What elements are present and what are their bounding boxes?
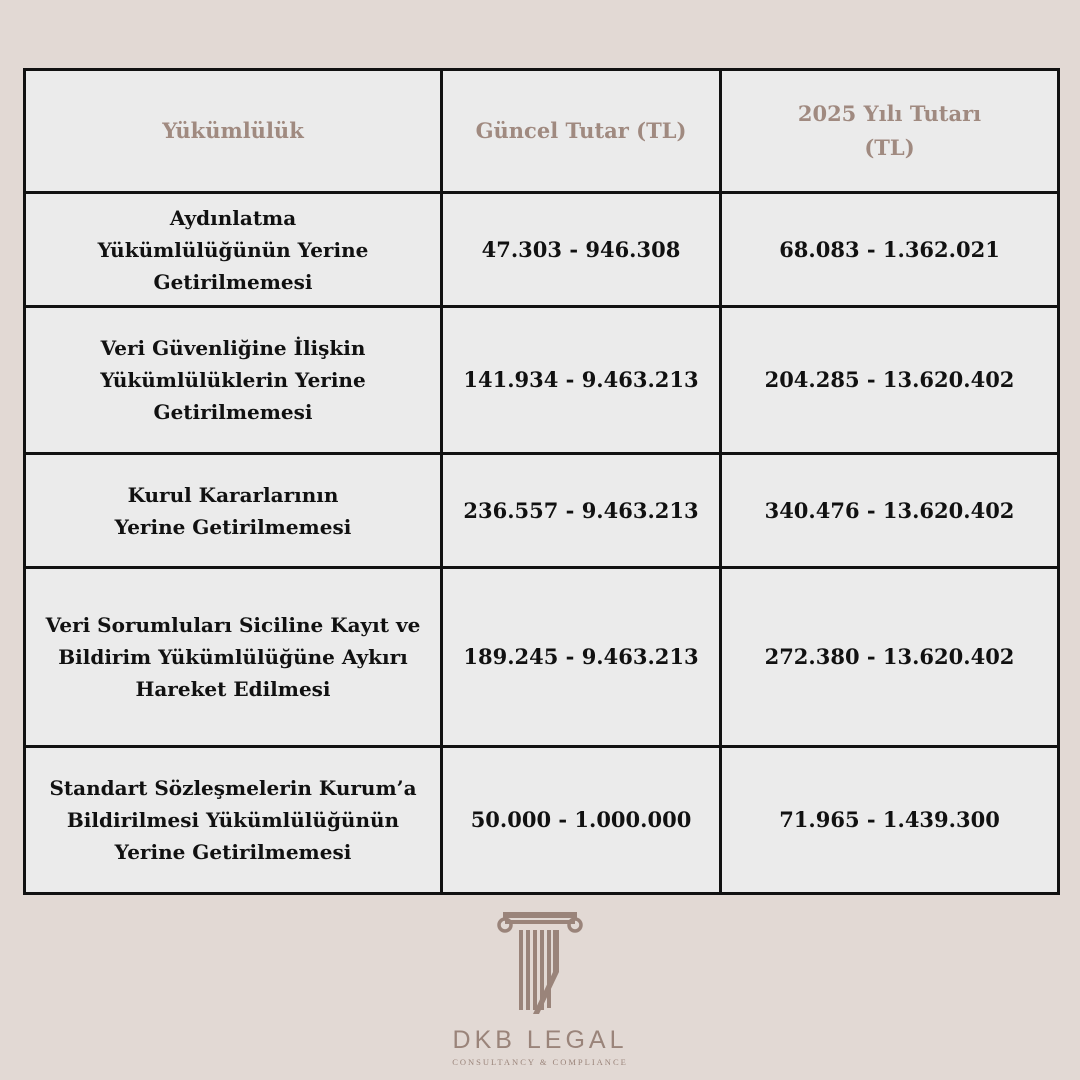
current-amount-cell: 141.934 - 9.463.213 xyxy=(442,307,721,454)
header-2025-amount: 2025 Yılı Tutarı (TL) xyxy=(721,70,1059,193)
obligation-cell: Standart Sözleşmelerin Kurum’a Bildirilmesi Yükümlülüğünün Yerine Getirilmemesi xyxy=(25,747,442,894)
current-amount-cell: 236.557 - 9.463.213 xyxy=(442,454,721,568)
current-amount-cell: 189.245 - 9.463.213 xyxy=(442,568,721,747)
table-row xyxy=(25,454,1059,568)
column-pillar-icon xyxy=(495,910,585,1020)
header-current-amount: Güncel Tutar (TL) xyxy=(442,70,721,193)
penalty-table xyxy=(23,68,1060,895)
brand-tagline: CONSULTANCY & COMPLIANCE xyxy=(452,1057,628,1067)
obligation-cell: Veri Güvenliğine İlişkin Yükümlülüklerin Yerine Getirilmemesi xyxy=(25,307,442,454)
table-header-row xyxy=(25,70,1059,193)
table-row xyxy=(25,307,1059,454)
brand-name: DKB LEGAL xyxy=(452,1026,628,1054)
table-row xyxy=(25,568,1059,747)
table-row xyxy=(25,747,1059,894)
amount-2025-cell: 204.285 - 13.620.402 xyxy=(721,307,1059,454)
amount-2025-cell: 272.380 - 13.620.402 xyxy=(721,568,1059,747)
obligation-cell: Veri Sorumluları Siciline Kayıt ve Bildirim Yükümlülüğüne Aykırı Hareket Edilmesi xyxy=(25,568,442,747)
current-amount-cell: 47.303 - 946.308 xyxy=(442,193,721,307)
current-amount-cell: 50.000 - 1.000.000 xyxy=(442,747,721,894)
header-obligation: Yükümlülük xyxy=(25,70,442,193)
obligation-cell: Kurul Kararlarının Yerine Getirilmemesi xyxy=(25,454,442,568)
amount-2025-cell: 340.476 - 13.620.402 xyxy=(721,454,1059,568)
obligation-cell: Aydınlatma Yükümlülüğünün Yerine Getirilmemesi xyxy=(25,193,442,307)
amount-2025-cell: 71.965 - 1.439.300 xyxy=(721,747,1059,894)
amount-2025-cell: 68.083 - 1.362.021 xyxy=(721,193,1059,307)
table-row xyxy=(25,193,1059,307)
brand-logo xyxy=(440,910,640,1068)
